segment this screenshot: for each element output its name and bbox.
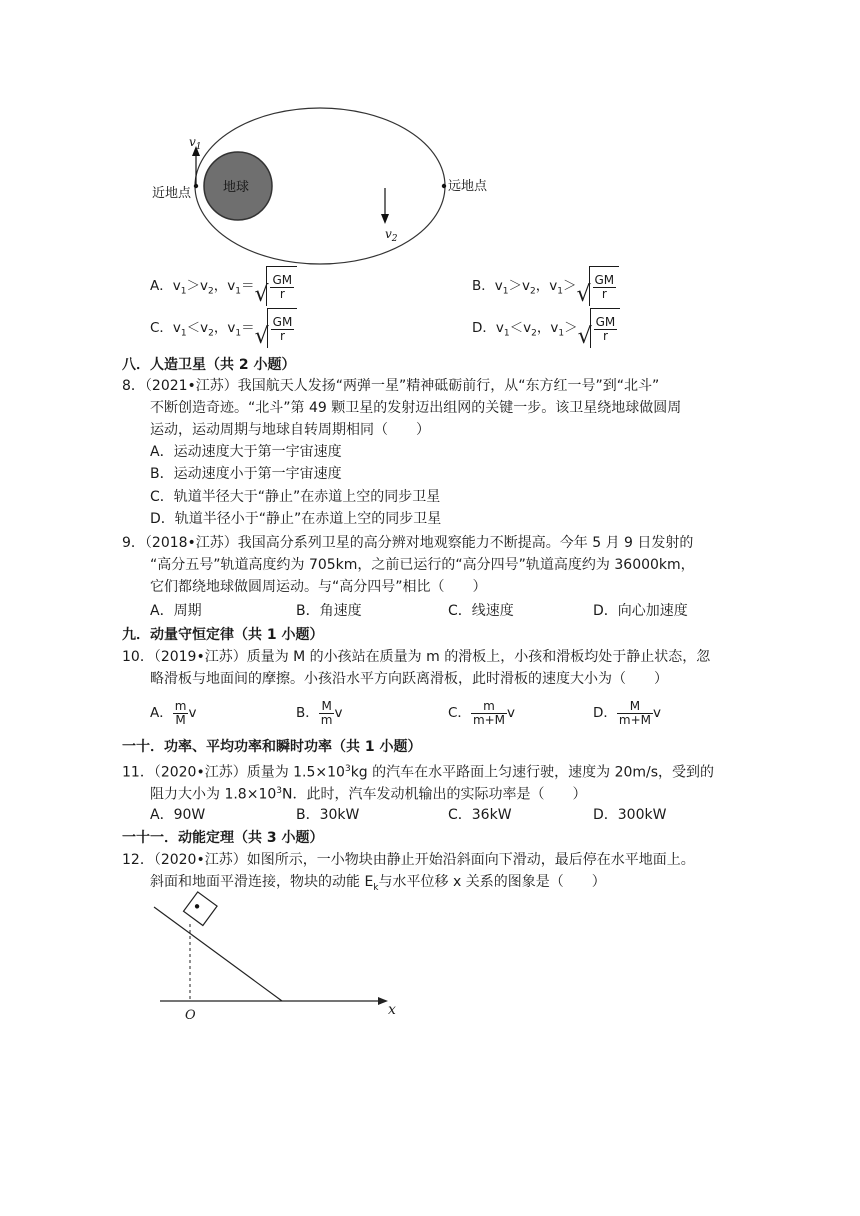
x-axis-label: x [388, 1002, 396, 1018]
apogee-dot [442, 184, 446, 188]
q11-option-d[interactable]: D．300kW [593, 807, 667, 823]
q9-stem-line3: 它们都绕地球做圆周运动。与“高分四号”相比（ ） [150, 579, 487, 595]
origin-label: O [185, 1008, 196, 1023]
q7-option-d[interactable]: D．$v_1<v_2$，$v_1>√$ $\frac{GM}{r}$ [472, 308, 620, 346]
incline [154, 907, 282, 1001]
q9-stem-line2: “高分五号”轨道高度约为 705km，之前已运行的“高分四号”轨道高度约为 36000km， [150, 557, 695, 573]
sqrt-gm-over-r: √ $\frac{GM}{r}$ [578, 308, 621, 348]
q12-stem-line2: 斜面和地面平滑连接，物块的动能 $E_k$与水平位移 x 关系的图象是（ ） [150, 874, 606, 893]
q9-stem-line1: 9．（2018•江苏）我国高分系列卫星的高分辨对地观察能力不断提高。今年 5 月 9 日发射的 [122, 535, 694, 551]
q7-option-b[interactable]: B．$v_1>v_2$，$v_1>√$ $\frac{GM}{r}$ [472, 266, 619, 304]
orbit-figure [150, 110, 488, 280]
section-11-heading: 一十一．动能定理（共 3 小题） [122, 830, 324, 846]
q8-option-d[interactable]: D．轨道半径小于“静止”在赤道上空的同步卫星 [150, 511, 442, 527]
section-8-heading: 八．人造卫星（共 2 小题） [122, 357, 296, 373]
q11-stem-line2: 阻力大小为 $1.8\times 10^3N$．此时，汽车发动机输出的实际功率是（ ） [150, 786, 587, 803]
v2-arrow-head [381, 214, 389, 224]
v1-label: $v_1$ [189, 135, 202, 152]
q8-stem-line3: 运动，运动周期与地球自转周期相同（ ） [150, 422, 430, 438]
q9-option-c[interactable]: C．线速度 [448, 603, 514, 619]
q10-stem-line2: 略滑板与地面间的摩擦。小孩沿水平方向跃离滑板，此时滑板的速度大小为（ ） [150, 671, 668, 687]
q10-option-a[interactable]: A． $\frac{m}{M}$ v [150, 698, 197, 727]
q7-option-a[interactable]: A．$v_1>v_2$，$v_1=√$ $\frac{GM}{r}$ [150, 266, 297, 304]
earth-label: 地球 [223, 180, 250, 195]
x-axis-arrow [378, 997, 388, 1005]
q9-option-b[interactable]: B．角速度 [296, 603, 362, 619]
q10-option-c[interactable]: C． $\frac{m}{m+M}$ v [448, 698, 516, 727]
section-9-heading: 九．动量守恒定律（共 1 小题） [122, 627, 324, 643]
perigee-dot [194, 184, 198, 188]
q8-option-a[interactable]: A．运动速度大于第一宇宙速度 [150, 444, 342, 460]
q7-option-c[interactable]: C．$v_1<v_2$，$v_1=√$ $\frac{GM}{r}$ [150, 308, 297, 346]
apogee-label: 远地点 [448, 179, 488, 194]
q8-option-b[interactable]: B．运动速度小于第一宇宙速度 [150, 466, 342, 482]
q10-stem-line1: 10．（2019•江苏）质量为 M 的小孩站在质量为 m 的滑板上，小孩和滑板均处于静止状态，忽 [122, 649, 711, 665]
q8-stem-line1: 8．（2021•江苏）我国航天人发扬“两弹一星”精神砥砺前行，从“东方红一号”到“北斗” [122, 378, 660, 394]
q9-option-d[interactable]: D．向心加速度 [593, 603, 688, 619]
slope-figure [150, 898, 410, 1028]
q10-option-d[interactable]: D． $\frac{M}{m+M}$ v [593, 698, 662, 727]
perigee-label: 近地点 [152, 186, 192, 201]
v2-label: $v_2$ [385, 227, 398, 244]
q11-option-a[interactable]: A．90W [150, 807, 206, 823]
q8-stem-line2: 不断创造奇迹。“北斗”第 49 颗卫星的发射迈出组网的关键一步。该卫星绕地球做圆周 [150, 400, 682, 416]
q8-option-c[interactable]: C．轨道半径大于“静止”在赤道上空的同步卫星 [150, 489, 441, 505]
section-10-heading: 一十．功率、平均功率和瞬时功率（共 1 小题） [122, 739, 422, 755]
q11-stem-line1: 11．（2020•江苏）质量为 $1.5\times 10^3kg$ 的汽车在水平路面上匀速行驶，速度为 20m/s，受到的 [122, 764, 715, 781]
q11-option-c[interactable]: C．36kW [448, 807, 512, 823]
q11-option-b[interactable]: B．30kW [296, 807, 360, 823]
sqrt-gm-over-r: √ $\frac{GM}{r}$ [254, 266, 297, 306]
q12-stem-line1: 12．（2020•江苏）如图所示，一小物块由静止开始沿斜面向下滑动，最后停在水平地面上。 [122, 852, 695, 868]
sqrt-gm-over-r: √ $\frac{GM}{r}$ [576, 266, 619, 306]
sqrt-gm-over-r: √ $\frac{GM}{r}$ [255, 308, 298, 348]
q9-option-a[interactable]: A．周期 [150, 603, 202, 619]
q10-option-b[interactable]: B． $\frac{M}{m}$ v [296, 698, 343, 727]
